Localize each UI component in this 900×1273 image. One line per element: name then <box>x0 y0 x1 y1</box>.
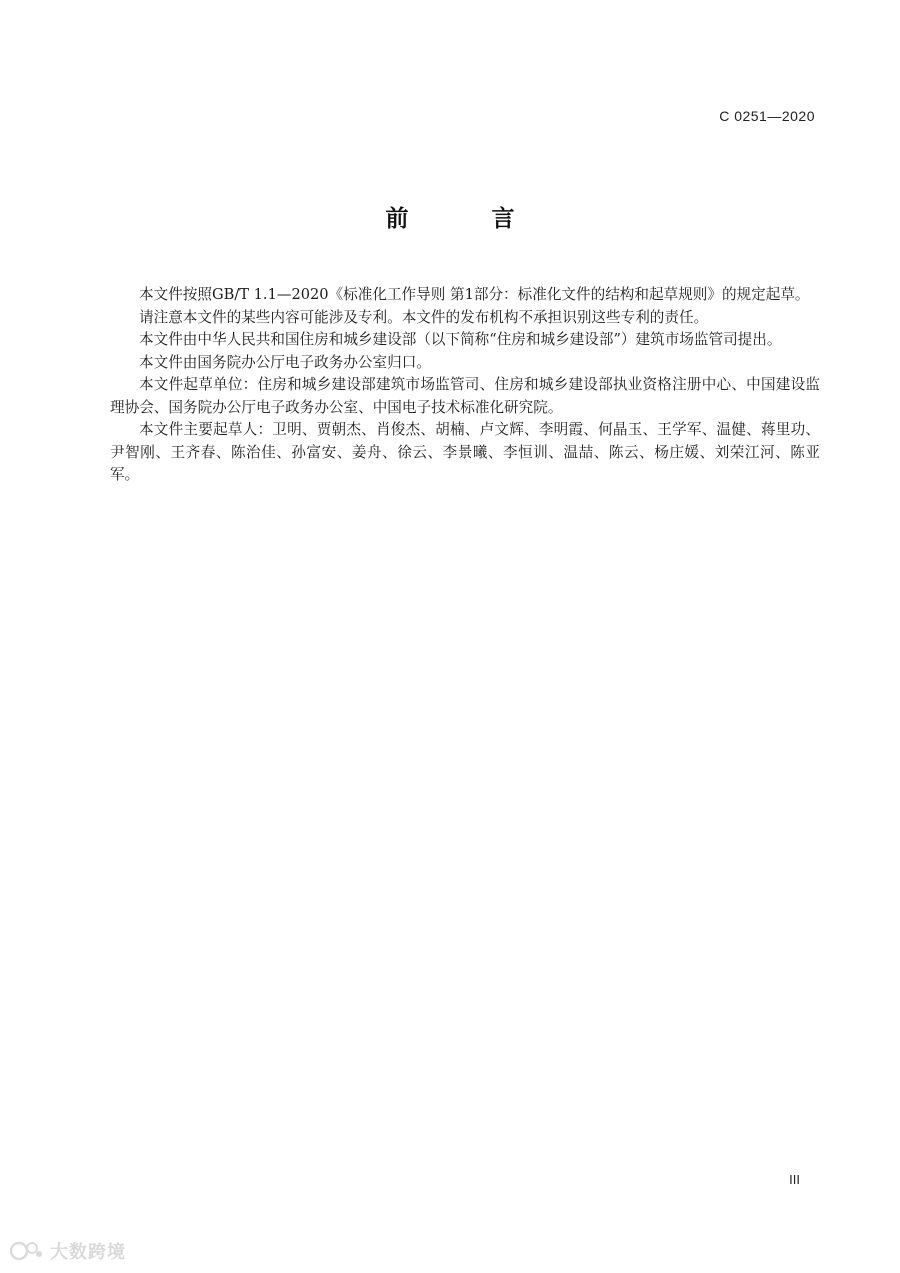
foreword-body <box>110 284 820 487</box>
paragraph-centralized: 本文件由国务院办公厅电子政务办公室归口。 <box>139 353 431 371</box>
document-code: C 0251—2020 <box>719 108 815 124</box>
brand-logo-icon <box>10 1239 44 1263</box>
paragraph-patent-notice: 请注意本文件的某些内容可能涉及专利。本文件的发布机构不承担识别这些专利的责任。 <box>139 308 709 326</box>
watermark <box>10 1238 126 1264</box>
page-number: III <box>789 1172 800 1187</box>
paragraph-proposer: 本文件由中华人民共和国住房和城乡建设部（以下简称“住房和城乡建设部”）建筑市场监管司提出。 <box>139 331 782 348</box>
paragraph-drafters: 本文件主要起草人：卫明、贾朝杰、肖俊杰、胡楠、卢文辉、李明霞、何晶玉、王学军、温健、蒋里功、尹智刚、王齐春、陈治佳、孙富安、姜舟、徐云、李景曦、李恒训、温喆、陈云、杨庄媛、刘荣江河、陈亚军。 <box>110 421 820 483</box>
paragraph-drafting-units: 本文件起草单位：住房和城乡建设部建筑市场监管司、住房和城乡建设部执业资格注册中心、中国建设监理协会、国务院办公厅电子政务办公室、中国电子技术标准化研究院。 <box>110 376 820 416</box>
paragraph-drafting-basis: 本文件按照GB/T 1.1—2020《标准化工作导则 第1部分：标准化文件的结构和起草规则》的规定起草。 <box>139 286 810 303</box>
watermark-text: 大数跨境 <box>50 1242 126 1263</box>
section-title: 前 言 <box>385 206 545 232</box>
